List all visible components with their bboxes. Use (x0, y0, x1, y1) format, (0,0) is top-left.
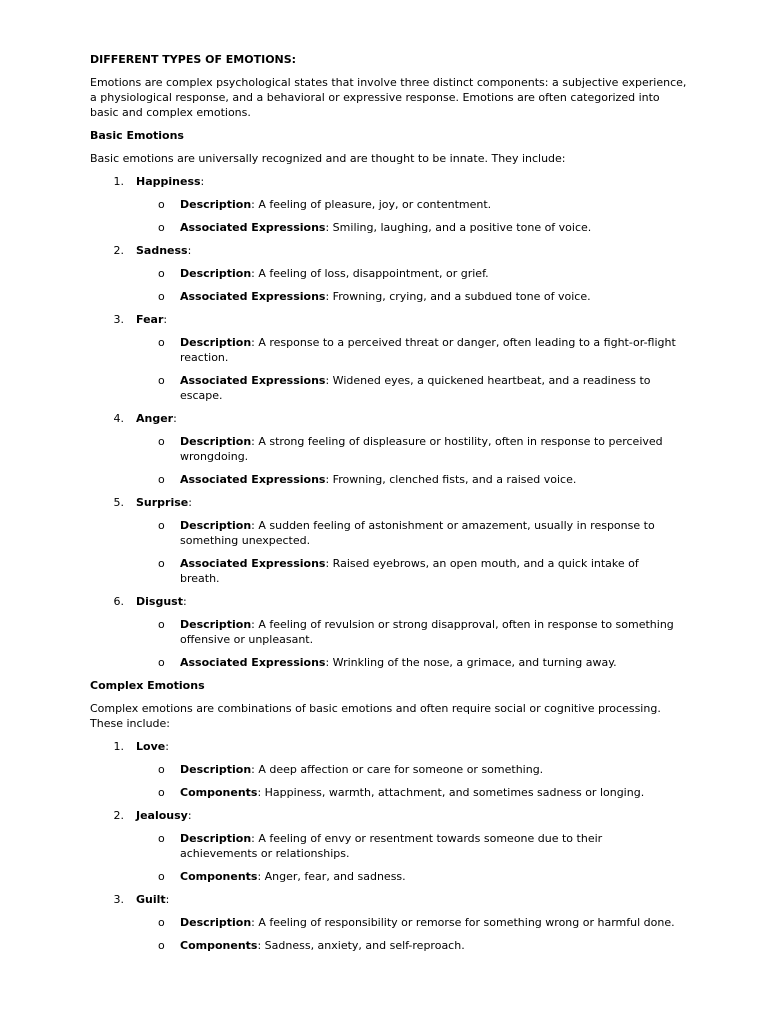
list-number: 6. (113, 595, 124, 608)
detail-text: : Anger, fear, and sadness. (257, 870, 406, 883)
detail-list (90, 197, 690, 235)
detail-list (90, 518, 690, 586)
bullet-marker: o (158, 221, 165, 234)
emotion-item-heading: 4. Anger: (90, 411, 690, 426)
bullet-marker: o (158, 473, 165, 486)
bullet-marker: o (158, 832, 165, 845)
emotion-name: Anger (136, 412, 174, 425)
bullet-marker: o (158, 618, 165, 631)
emotion-list (90, 174, 690, 670)
detail-label: Components (180, 786, 258, 799)
list-number: 5. (113, 496, 124, 509)
list-number: 2. (113, 809, 124, 822)
bullet-marker: o (158, 786, 165, 799)
detail-list (90, 434, 690, 487)
emotion-item (90, 739, 690, 800)
bullet-marker: o (158, 267, 165, 280)
document-body (90, 52, 690, 961)
detail-label: Associated Expressions (180, 290, 326, 303)
detail-list (90, 831, 690, 884)
emotion-item-heading: 5. Surprise: (90, 495, 690, 510)
detail-item (90, 938, 690, 953)
detail-item (90, 220, 690, 235)
emotion-name: Disgust (136, 595, 183, 608)
detail-item (90, 655, 690, 670)
emotion-item-heading: 2. Sadness: (90, 243, 690, 258)
list-number: 3. (113, 313, 124, 326)
detail-label: Description (180, 267, 252, 280)
detail-text: : A feeling of envy or resentment towards someone due to their achievements or relationships. (180, 832, 603, 860)
list-number: 3. (113, 893, 124, 906)
emotion-item (90, 808, 690, 884)
detail-label: Description (180, 832, 252, 845)
detail-text: : Raised eyebrows, an open mouth, and a quick intake of breath. (180, 557, 639, 585)
detail-label: Components (180, 870, 258, 883)
detail-text: : Widened eyes, a quickened heartbeat, and a readiness to escape. (180, 374, 651, 402)
document-title: DIFFERENT TYPES OF EMOTIONS: (90, 53, 297, 66)
detail-item (90, 915, 690, 930)
section-heading: Complex Emotions (90, 679, 205, 692)
list-number: 1. (113, 740, 124, 753)
detail-label: Associated Expressions (180, 221, 326, 234)
bullet-marker: o (158, 763, 165, 776)
bullet-marker: o (158, 656, 165, 669)
detail-text: : Frowning, clenched fists, and a raised voice. (325, 473, 577, 486)
detail-text: : A sudden feeling of astonishment or amazement, usually in response to something unexpected. (180, 519, 655, 547)
detail-label: Description (180, 763, 252, 776)
bullet-marker: o (158, 916, 165, 929)
detail-item (90, 335, 690, 365)
emotion-item (90, 243, 690, 304)
detail-item (90, 518, 690, 548)
emotion-item-heading: 3. Fear: (90, 312, 690, 327)
bullet-marker: o (158, 939, 165, 952)
detail-item (90, 617, 690, 647)
detail-label: Description (180, 519, 252, 532)
detail-text: : A strong feeling of displeasure or hostility, often in response to perceived wrongdoing. (180, 435, 663, 463)
detail-item (90, 869, 690, 884)
list-number: 2. (113, 244, 124, 257)
bullet-marker: o (158, 290, 165, 303)
detail-text: : A feeling of revulsion or strong disapproval, often in response to something offensive or unpleasant. (180, 618, 674, 646)
detail-label: Description (180, 198, 252, 211)
detail-label: Description (180, 336, 252, 349)
detail-item (90, 472, 690, 487)
emotion-name: Jealousy (136, 809, 188, 822)
emotion-item-heading: 2. Jealousy: (90, 808, 690, 823)
section-heading: Basic Emotions (90, 129, 184, 142)
detail-item (90, 373, 690, 403)
detail-list (90, 915, 690, 953)
detail-text: : Smiling, laughing, and a positive tone of voice. (325, 221, 592, 234)
detail-item (90, 289, 690, 304)
list-number: 1. (113, 175, 124, 188)
detail-list (90, 335, 690, 403)
emotion-item (90, 892, 690, 953)
detail-item (90, 556, 690, 586)
detail-text: : A deep affection or care for someone or something. (251, 763, 544, 776)
detail-text: : A feeling of pleasure, joy, or contentment. (251, 198, 492, 211)
intro-paragraph: Emotions are complex psychological states that involve three distinct components: a subjective experience, a physiological response, and a behavioral or expressive response. Emotions are often categorized into basic and complex emotions. (90, 76, 687, 119)
detail-text: : A feeling of loss, disappointment, or grief. (251, 267, 489, 280)
bullet-marker: o (158, 374, 165, 387)
bullet-marker: o (158, 198, 165, 211)
list-number: 4. (113, 412, 124, 425)
detail-label: Associated Expressions (180, 374, 326, 387)
detail-label: Associated Expressions (180, 557, 326, 570)
detail-list (90, 266, 690, 304)
bullet-marker: o (158, 519, 165, 532)
emotion-item (90, 174, 690, 235)
bullet-marker: o (158, 870, 165, 883)
emotion-name: Love (136, 740, 166, 753)
detail-item (90, 831, 690, 861)
detail-list (90, 762, 690, 800)
detail-text: : A feeling of responsibility or remorse for something wrong or harmful done. (251, 916, 675, 929)
bullet-marker: o (158, 435, 165, 448)
detail-item (90, 785, 690, 800)
emotion-item (90, 594, 690, 670)
section-lead: Complex emotions are combinations of basic emotions and often require social or cognitive processing. These include: (90, 702, 661, 730)
detail-item (90, 197, 690, 212)
detail-label: Description (180, 435, 252, 448)
detail-item (90, 266, 690, 281)
emotion-item (90, 495, 690, 586)
detail-label: Components (180, 939, 258, 952)
emotion-list (90, 739, 690, 953)
bullet-marker: o (158, 557, 165, 570)
detail-item (90, 434, 690, 464)
detail-label: Description (180, 618, 252, 631)
emotion-name: Sadness (136, 244, 188, 257)
bullet-marker: o (158, 336, 165, 349)
detail-label: Description (180, 916, 252, 929)
sections-container (90, 128, 690, 953)
detail-text: : Happiness, warmth, attachment, and sometimes sadness or longing. (257, 786, 645, 799)
detail-label: Associated Expressions (180, 656, 326, 669)
emotion-item (90, 312, 690, 403)
emotion-item-heading: 1. Love: (90, 739, 690, 754)
emotion-name: Happiness (136, 175, 201, 188)
emotion-item (90, 411, 690, 487)
detail-label: Associated Expressions (180, 473, 326, 486)
detail-list (90, 617, 690, 670)
detail-text: : Frowning, crying, and a subdued tone of voice. (325, 290, 591, 303)
emotion-item-heading: 1. Happiness: (90, 174, 690, 189)
detail-text: : A response to a perceived threat or danger, often leading to a fight-or-flight reaction. (180, 336, 676, 364)
emotion-name: Fear (136, 313, 164, 326)
emotion-name: Guilt (136, 893, 166, 906)
emotion-item-heading: 3. Guilt: (90, 892, 690, 907)
detail-item (90, 762, 690, 777)
emotion-item-heading: 6. Disgust: (90, 594, 690, 609)
detail-text: : Sadness, anxiety, and self-reproach. (257, 939, 465, 952)
detail-text: : Wrinkling of the nose, a grimace, and turning away. (325, 656, 617, 669)
emotion-name: Surprise (136, 496, 189, 509)
section-lead: Basic emotions are universally recognized and are thought to be innate. They include: (90, 152, 566, 165)
